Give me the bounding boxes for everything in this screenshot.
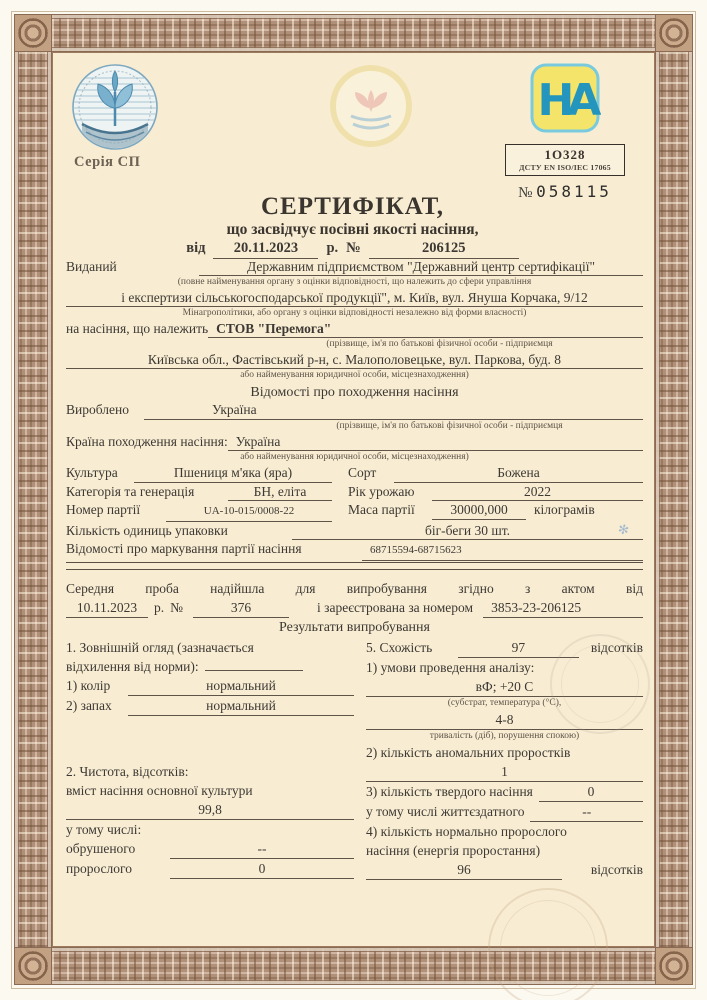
germination-percent-label: відсотків: [590, 640, 643, 655]
abnormal-value: 1: [366, 762, 643, 782]
issued-label: Виданий: [66, 259, 117, 274]
issuer-name: Державним підприємством "Державний центр сертифікації": [199, 258, 643, 276]
culture-value: Пшениця м'яка (яра): [134, 464, 332, 483]
registered-text: і зареєстрована за номером: [317, 600, 474, 615]
produced-caption: (прізвище, ім'я по батькові фізичної особи - підприємця: [336, 420, 563, 431]
germination-row: [366, 638, 643, 658]
hard-seed-label: 3) кількість твердого насіння: [366, 784, 533, 799]
color-value: нормальний: [128, 676, 354, 696]
hulled-label: обрушеного: [66, 841, 136, 856]
certificate-date-line: [52, 239, 653, 259]
series-label: Серія СП: [74, 154, 141, 170]
hard-seed-value: 0: [539, 782, 643, 802]
exterior-row: [66, 657, 354, 676]
owner-address-caption: або найменування юридичної особи, місцезнаходження): [240, 370, 469, 380]
pen-mark-icon: ✻: [616, 521, 631, 538]
owner-name: СТОВ "Перемога": [208, 320, 643, 338]
duration-row: [366, 710, 643, 730]
germination-label: 5. Схожість: [366, 640, 433, 655]
owner-caption: (прізвище, ім'я по батькові фізичної особи - підприємця: [326, 339, 553, 349]
year-value: 2022: [432, 483, 643, 502]
issued-section: [66, 258, 643, 382]
packaging-label: Кількість одиниць упаковки: [66, 522, 228, 538]
purity-main-value: 99,8: [66, 800, 354, 820]
abnormal-row: [366, 762, 643, 782]
sample-line-1: Середня проба надійшла для випробування згідно з актом від: [66, 581, 643, 596]
country-label: Країна походження насіння:: [66, 433, 228, 449]
certificate-title: СЕРТИФІКАТ,: [260, 193, 445, 220]
issuer-row-2: [66, 289, 643, 307]
exterior-label-1: 1. Зовнішній огляд (зазначається: [66, 640, 254, 655]
lot-row: [66, 501, 643, 522]
energy-value: 96: [366, 860, 562, 880]
conditions-value: вФ; +20 С: [366, 677, 643, 697]
purity-main-label: вміст насіння основної культури: [66, 783, 253, 798]
origin-section: [66, 384, 643, 561]
act-number: 376: [193, 598, 289, 618]
smell-value: нормальний: [128, 696, 354, 716]
color-row: [66, 676, 354, 696]
registration-number: 3853-23-206125: [483, 598, 643, 618]
watermark-sprout-emblem-icon: [329, 64, 413, 148]
sample-date: 10.11.2023: [66, 598, 148, 618]
sample-date-suffix: р.: [154, 600, 165, 615]
variety-value: Божена: [394, 464, 643, 483]
culture-row: [66, 464, 643, 483]
produced-row: [66, 401, 643, 420]
purity-heading: 2. Чистота, відсотків:: [66, 764, 189, 779]
certificate-subtitle: що засвідчує посівні якості насіння,: [226, 221, 479, 238]
conditions-caption: (субстрат, температура (°С),: [447, 698, 562, 708]
hard-seed-row: [366, 782, 643, 802]
sprouted-row: [66, 859, 354, 879]
energy-label-1: 4) кількість нормально пророслого: [366, 824, 567, 839]
mass-unit: кілограмів: [534, 502, 595, 517]
naau-logo-icon: [529, 62, 601, 134]
issuer-caption-2: Мінагрополітики, або органу з оцінки відповідності незалежно від форми власності): [182, 308, 527, 318]
abnormal-label: 2) кількість аномальних проростків: [366, 745, 571, 760]
ornate-border-right: [655, 14, 693, 985]
germination-value: 97: [458, 638, 579, 658]
culture-label: Культура: [66, 465, 118, 480]
smell-row: [66, 696, 354, 716]
spacer: [66, 716, 354, 762]
lot-value: UA-10-015/0008-22: [166, 503, 332, 522]
issuer-caption: (повне найменування органу з оцінки відповідності, що належить до сфери управління: [177, 277, 532, 287]
viable-value: --: [530, 802, 643, 822]
marking-value: 68715594-68715623: [362, 542, 643, 561]
produced-value: Україна: [144, 401, 643, 420]
date-suffix: р.: [326, 240, 339, 256]
purity-main-row: [66, 800, 354, 820]
ornate-border-corner: [14, 947, 52, 985]
section-divider: [66, 562, 643, 570]
sample-section: [66, 580, 643, 618]
owner-address: Київська обл., Фастівський р-н, с. Малополовецьке, вул. Паркова, буд. 8: [66, 351, 643, 369]
country-value: Україна: [228, 433, 643, 452]
origin-heading: Відомості про походження насіння: [250, 385, 459, 400]
energy-row: [366, 860, 643, 880]
accreditation-standard: ДСТУ EN ISO/IEC 17065: [519, 163, 611, 172]
accreditation-code: 1О328: [544, 147, 586, 162]
svg-text:НА: НА: [537, 75, 595, 126]
exterior-value: [205, 670, 303, 671]
sprouted-value: 0: [170, 859, 354, 879]
results-heading: Результати випробування: [279, 620, 430, 635]
viable-row: [366, 802, 643, 822]
ornate-border-top: [51, 14, 656, 52]
category-label: Категорія та генерація: [66, 483, 195, 499]
accreditation-block: [505, 62, 625, 202]
hulled-value: --: [170, 839, 354, 859]
marking-label: Відомості про маркування партії насіння: [66, 541, 302, 556]
duration-caption: тривалість (діб), порушення спокою): [429, 731, 580, 741]
variety-label: Сорт: [348, 465, 377, 480]
marking-row: [66, 540, 643, 561]
year-label: Рік урожаю: [348, 483, 415, 499]
country-caption: або найменування юридичної особи, місцезнаходження): [240, 452, 469, 462]
category-value: БН, еліта: [228, 483, 332, 502]
packaging-value: біг-беги 30 шт.: [292, 522, 643, 541]
energy-percent-label: відсотків: [590, 862, 643, 877]
accreditation-certificate-box: [505, 144, 625, 176]
owner-prefix: на насіння, що належить: [66, 321, 209, 336]
duration-value: 4-8: [366, 710, 643, 730]
conditions-row: [366, 677, 643, 697]
packaging-row: [66, 522, 643, 541]
sample-no-sign: №: [170, 600, 184, 615]
results-left-column: [66, 638, 354, 880]
ornate-border-corner: [655, 947, 693, 985]
mass-label: Маса партії: [348, 502, 415, 517]
issuer-address: і експертизи сільськогосподарської продукції", м. Київ, вул. Януша Корчака, 9/12: [66, 289, 643, 307]
energy-label-2: насіння (енергія проростання): [366, 843, 541, 858]
date-prefix: від: [186, 240, 206, 256]
conditions-label: 1) умови проведення аналізу:: [366, 660, 535, 675]
lot-label: Номер партії: [66, 502, 141, 517]
certificate-date: 20.11.2023: [213, 239, 318, 259]
mass-value: 30000,000: [432, 501, 526, 520]
color-label: 1) колір: [66, 678, 111, 693]
serial-no-sign: №: [518, 185, 533, 201]
serial-number-digits: 058115: [536, 182, 612, 201]
hulled-row: [66, 839, 354, 859]
issuer-row: [66, 258, 643, 276]
including-label: у тому числі:: [66, 822, 142, 837]
viable-label: у тому числі життєздатного: [366, 804, 525, 819]
smell-label: 2) запах: [66, 698, 112, 713]
results-columns: [66, 638, 643, 880]
exterior-label-2: відхилення від норми):: [66, 659, 199, 674]
certificate-number: 206125: [369, 239, 519, 259]
ornate-border-corner: [655, 14, 693, 52]
produced-label: Вироблено: [66, 402, 129, 417]
country-row: [66, 433, 643, 452]
number-sign: №: [346, 240, 361, 256]
ornate-border-bottom: [51, 947, 656, 985]
title-block: [52, 193, 653, 259]
owner-row: [66, 320, 643, 338]
ornate-border-left: [14, 14, 52, 985]
certificate-content: [52, 52, 653, 946]
results-right-column: [366, 638, 643, 880]
owner-address-row: [66, 351, 643, 369]
ornate-border-corner: [14, 14, 52, 52]
seed-authority-emblem-icon: [70, 62, 160, 152]
sprouted-label: пророслого: [66, 861, 132, 876]
category-row: [66, 483, 643, 502]
sample-line-2: [66, 598, 643, 618]
